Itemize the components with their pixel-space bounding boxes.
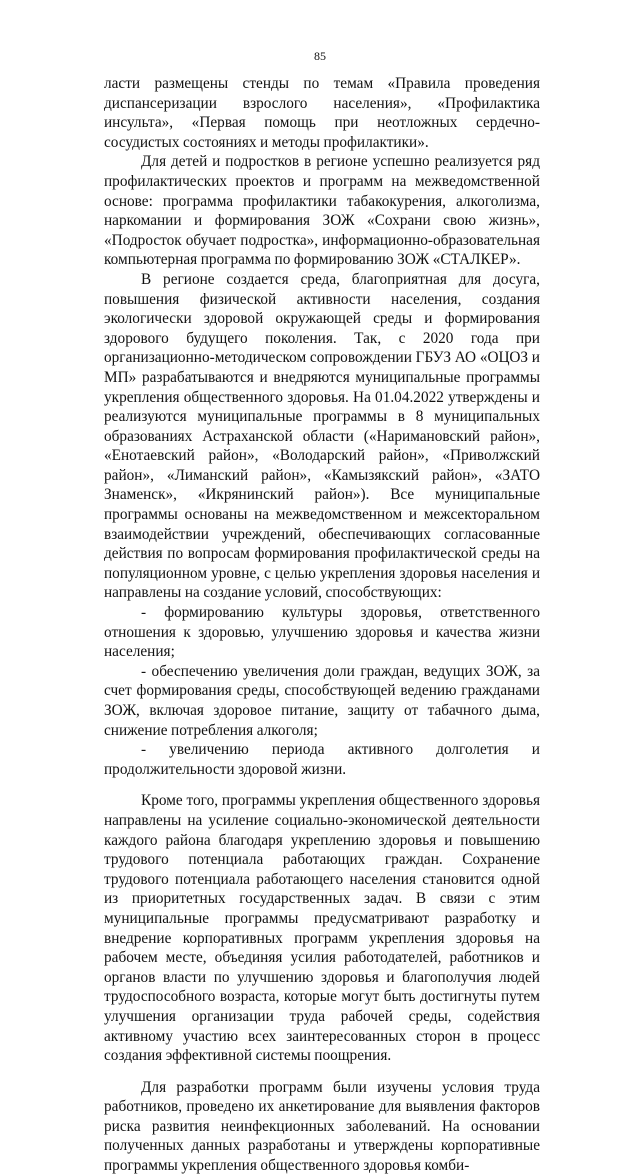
bullet-health-culture: - формированию культуры здоровья, ответственного отношения к здоровью, улучшению здоровья и качества жизни населения;: [104, 604, 540, 661]
paragraph-labour-potential: Кроме того, программы укрепления общественного здоровья направлены на усиление социально-экономической деятельности каждого района благодаря укреплению здоровья и повышению трудового потенциала работающих граждан. Сохранение трудового потенциала работающего населения становится одной из приоритетных государственных задач. В связи с этим муниципальные программы предусматривают разработку и внедрение корпоративных программ укрепления здоровья на рабочем месте, объединяя усилия работодателей, работников и органов власти по улучшению здоровья и благополучия людей трудоспособного возраста, которые могут быть достигнуты путем улучшения организации труда рабочей среды, содействия активному участию всех заинтересованных сторон в процесс создания эффективной системы поощрения.: [104, 792, 540, 1065]
paragraph-corporate-programs: Для разработки программ были изучены условия труда работников, проведено их анкетирование для выявления факторов риска развития неинфекционных заболеваний. На основании полученных данных разработаны и утверждены корпоративные программы укрепления общественного здоровья комби-: [104, 1078, 540, 1175]
bullet-active-longevity: - увеличению периода активного долголетия и продолжительности здоровой жизни.: [104, 741, 540, 778]
page-number: 85: [314, 49, 326, 63]
paragraph-municipal-programs: В регионе создается среда, благоприятная для досуга, повышения физической активности населения, создания экологически здоровой окружающей среды и формирования здорового будущего поколения. Так, с 2020 года при организационно-методическом сопровождении ГБУЗ АО «ОЦОЗ и МП» разрабатываются и внедряются муниципальные программы укрепления общественного здоровья. На 01.04.2022 утверждены и реализуются муниципальные программы в 8 муниципальных образованиях Астраханской области («Наримановский район», «Енотаевский район», «Володарский район», «Приволжский район», «Лиманский район», «Камызякский район», «ЗАТО Знаменск», «Икрянинский район»). Все муниципальные программы основаны на межведомственном и межсекторальном взаимодействии учреждений, обеспечивающих согласованные действия по вопросам формирования профилактической среды на популяционном уровне, с целью укрепления здоровья населения и направлены на создание условий, способствующих:: [104, 270, 540, 602]
paragraph-youth-programs: Для детей и подростков в регионе успешно реализуется ряд профилактических проектов и программ на межведомственной основе: программа профилактики табакокурения, алкоголизма, наркомании и формирования ЗОЖ «Сохрани свою жизнь», «Подросток обучает подростка», информационно-образовательная компьютерная программа по формированию ЗОЖ «СТАЛКЕР».: [104, 153, 540, 269]
bullet-healthy-lifestyle-share: - обеспечению увеличения доли граждан, ведущих ЗОЖ, за счет формирования среды, способствующей ведению гражданами ЗОЖ, включая здоровое питание, защиту от табачного дыма, снижение потребления алкоголя;: [104, 662, 540, 739]
body-text: [104, 74, 540, 1176]
paragraph-stands: ласти размещены стенды по темам «Правила проведения диспансеризации взрослого населения», «Профилактика инсульта», «Первая помощь при неотложных сердечно-сосудистых состояниях и методы профилактики».: [104, 75, 540, 151]
